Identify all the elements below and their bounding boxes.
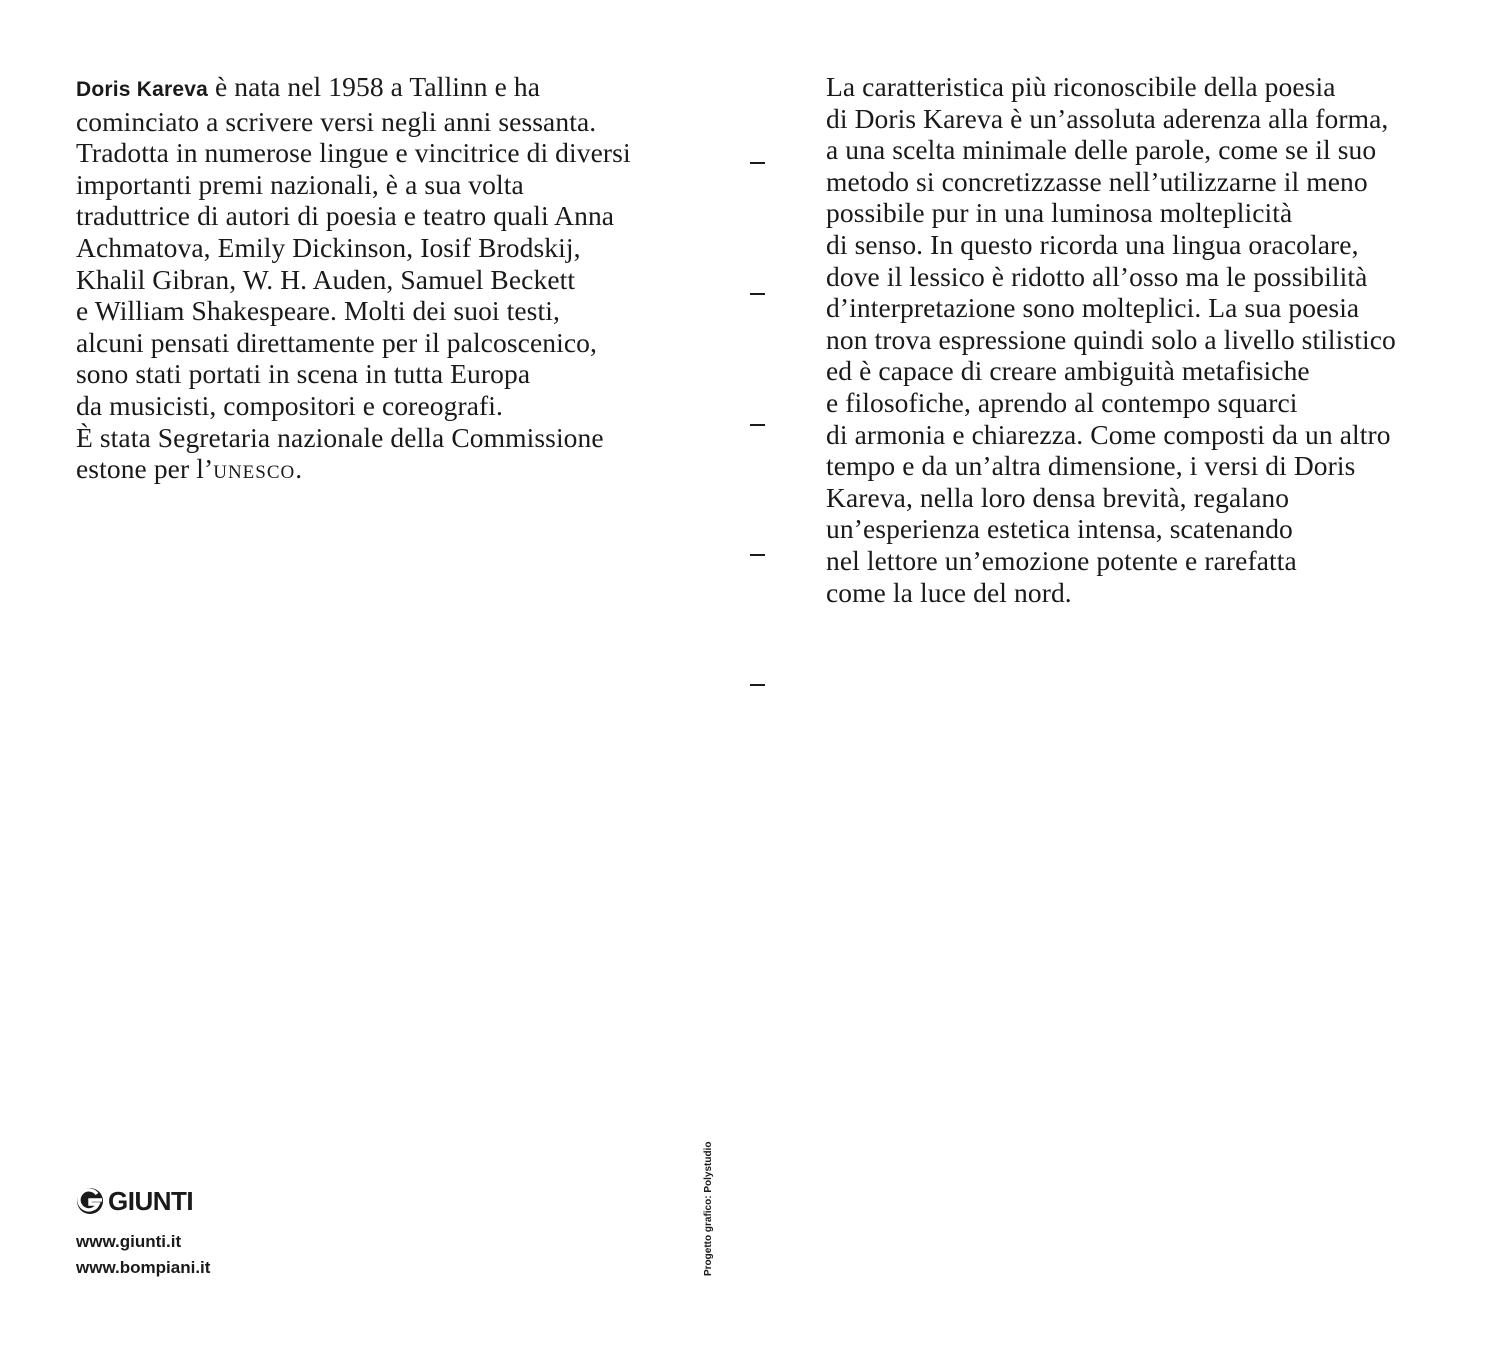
bio-line: Tradotta in numerose lingue e vincitrice di diversi: [76, 137, 631, 169]
description-line: non trova espressione quindi solo a livello stilistico: [826, 323, 1396, 355]
description-line: tempo e da un’altra dimensione, i versi di Doris: [826, 450, 1356, 482]
design-credit: Progetto grafico: Polystudio: [703, 1141, 714, 1276]
description-line: metodo si concretizzasse nell’utilizzarne il meno: [826, 165, 1368, 197]
fold-mark: [750, 293, 765, 295]
bio-line: importanti premi nazionali, è a sua volta: [76, 168, 524, 200]
description-line: a una scelta minimale delle parole, come se il suo: [826, 134, 1377, 166]
fold-mark: [750, 424, 765, 426]
fold-mark: [750, 554, 765, 556]
bio-line: sono stati portati in scena in tutta Europa: [76, 358, 531, 390]
description-line: d’interpretazione sono molteplici. La sua poesia: [826, 292, 1360, 324]
fold-mark: [750, 684, 765, 686]
description-line: di senso. In questo ricorda una lingua oracolare,: [826, 228, 1359, 260]
description-line: come la luce del nord.: [826, 576, 1072, 608]
bio-line: e William Shakespeare. Molti dei suoi testi,: [76, 295, 560, 327]
publisher-logo-text: GIUNTI: [108, 1185, 194, 1216]
bio-line-last: [76, 453, 631, 489]
description-line: e filosofiche, aprendo al contempo squarci: [826, 386, 1298, 418]
publisher-logo: [76, 1185, 193, 1217]
bio-last-suffix: .: [295, 453, 303, 485]
description-line: di Doris Kareva è un’assoluta aderenza alla forma,: [826, 102, 1389, 134]
description-line: un’esperienza estetica intensa, scatenando: [826, 513, 1293, 545]
author-bio: [76, 71, 631, 489]
bio-line: da musicisti, compositori e coreografi.: [76, 389, 503, 421]
bio-line: Achmatova, Emily Dickinson, Iosif Brodskij,: [76, 231, 581, 263]
bio-line: alcuni pensati direttamente per il palcoscenico,: [76, 326, 597, 358]
description-line: La caratteristica più riconoscibile della poesia: [826, 71, 1336, 102]
organization-name: UNESCO: [213, 462, 296, 484]
bio-line: È stata Segretaria nazionale della Commissione: [76, 421, 604, 453]
bio-line: traduttrice di autori di poesia e teatro quali Anna: [76, 200, 615, 232]
giunti-website-link[interactable]: www.giunti.it: [76, 1232, 182, 1251]
author-name: Doris Kareva: [76, 78, 208, 101]
description-line: ed è capace di creare ambiguità metafisiche: [826, 355, 1310, 387]
bompiani-website-link[interactable]: www.bompiani.it: [76, 1258, 211, 1277]
description-line: possibile pur in una luminosa molteplicità: [826, 197, 1293, 229]
bio-line-1-text: è nata nel 1958 a Tallinn e ha: [207, 71, 541, 102]
bio-line: Khalil Gibran, W. H. Auden, Samuel Beckett: [76, 263, 576, 295]
description-line: Kareva, nella loro densa brevità, regalano: [826, 481, 1290, 513]
left-flap: [0, 0, 720, 1350]
book-description: [826, 71, 1396, 608]
description-line: di armonia e chiarezza. Come composti da un altro: [826, 418, 1391, 450]
description-line: nel lettore un’emozione potente e rarefatta: [826, 544, 1297, 576]
fold-mark: [750, 162, 765, 164]
bio-line: cominciato a scrivere versi negli anni sessanta.: [76, 105, 597, 137]
description-line: dove il lessico è ridotto all’osso ma le possibilità: [826, 260, 1368, 292]
giunti-g-icon: [76, 1187, 104, 1215]
bio-line-1: [76, 71, 631, 106]
bio-last-prefix: estone per l’: [76, 453, 214, 485]
right-flap: [780, 0, 1500, 1350]
